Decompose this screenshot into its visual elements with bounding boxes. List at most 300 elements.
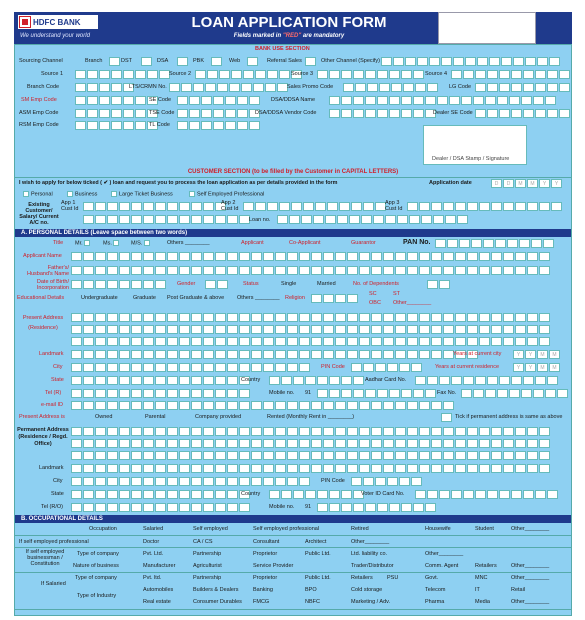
char-box[interactable] [395, 451, 406, 460]
char-box[interactable] [155, 477, 166, 486]
char-box[interactable] [167, 252, 178, 261]
char-box[interactable] [167, 503, 178, 512]
status-married[interactable]: Married [317, 281, 336, 287]
char-box[interactable] [275, 350, 286, 359]
char-box[interactable] [455, 427, 466, 436]
perm-mobile-boxes[interactable] [317, 503, 437, 512]
char-box[interactable] [267, 70, 278, 79]
char-box[interactable] [287, 464, 298, 473]
char-box[interactable] [455, 252, 466, 261]
tc2-other[interactable]: Other________ [511, 575, 550, 581]
nature-manufacturer[interactable]: Manufacturer [143, 563, 176, 569]
char-box[interactable] [547, 490, 558, 499]
char-box[interactable] [515, 464, 526, 473]
char-box[interactable] [537, 57, 548, 66]
char-box[interactable] [277, 215, 288, 224]
char-box[interactable] [371, 451, 382, 460]
char-box[interactable] [341, 503, 352, 512]
char-box[interactable] [287, 337, 298, 346]
char-box[interactable] [191, 427, 202, 436]
char-box[interactable] [329, 389, 340, 398]
ind-banking[interactable]: Banking [253, 587, 273, 593]
char-box[interactable] [71, 477, 82, 486]
char-box[interactable] [191, 451, 202, 460]
char-box[interactable] [381, 57, 392, 66]
char-box[interactable] [487, 109, 498, 118]
char-box[interactable] [455, 266, 466, 275]
char-box[interactable] [323, 313, 334, 322]
char-box[interactable] [311, 325, 322, 334]
char-box[interactable] [203, 464, 214, 473]
char-box[interactable] [191, 252, 202, 261]
char-box[interactable] [83, 325, 94, 334]
checkbox[interactable] [84, 240, 90, 246]
char-box[interactable]: M [537, 363, 548, 372]
char-box[interactable] [143, 363, 154, 372]
tc2-psu[interactable]: PSU [387, 575, 399, 581]
char-box[interactable] [451, 490, 462, 499]
char-box[interactable] [71, 363, 82, 372]
char-box[interactable] [377, 503, 388, 512]
char-box[interactable] [311, 427, 322, 436]
char-box[interactable] [239, 464, 250, 473]
char-box[interactable] [119, 477, 130, 486]
nature-service[interactable]: Service Provider [253, 563, 294, 569]
char-box[interactable] [215, 337, 226, 346]
tc-public[interactable]: Public Ltd. [305, 551, 331, 557]
char-box[interactable] [347, 337, 358, 346]
char-box[interactable] [107, 439, 118, 448]
char-box[interactable] [147, 70, 158, 79]
source1-boxes[interactable] [75, 70, 171, 79]
char-box[interactable] [425, 503, 436, 512]
char-box[interactable] [479, 202, 490, 211]
char-box[interactable] [179, 202, 190, 211]
char-box[interactable] [111, 70, 122, 79]
char-box[interactable] [95, 252, 106, 261]
char-box[interactable] [559, 109, 570, 118]
char-box[interactable] [251, 363, 262, 372]
char-box[interactable] [99, 96, 110, 105]
char-box[interactable] [503, 266, 514, 275]
char-box[interactable] [191, 503, 202, 512]
char-box[interactable] [123, 70, 134, 79]
char-box[interactable] [303, 202, 314, 211]
char-box[interactable] [143, 464, 154, 473]
char-box[interactable] [361, 215, 372, 224]
char-box[interactable] [479, 337, 490, 346]
char-box[interactable] [107, 266, 118, 275]
char-box[interactable] [87, 121, 98, 130]
prof-other[interactable]: Other________ [351, 539, 390, 545]
char-box[interactable] [323, 266, 334, 275]
char-box[interactable]: M [515, 179, 526, 188]
char-box[interactable] [179, 503, 190, 512]
ind-media[interactable]: Media [475, 599, 490, 605]
char-box[interactable] [251, 477, 262, 486]
char-box[interactable] [379, 83, 390, 92]
char-box[interactable] [323, 451, 334, 460]
tc-partnership[interactable]: Partnership [193, 551, 222, 557]
char-box[interactable] [365, 503, 376, 512]
char-box[interactable] [383, 266, 394, 275]
prof-consultant[interactable]: Consultant [253, 539, 280, 545]
char-box[interactable] [407, 401, 418, 410]
char-box[interactable] [71, 350, 82, 359]
char-box[interactable] [471, 239, 482, 248]
char-box[interactable] [95, 337, 106, 346]
email-boxes[interactable] [71, 401, 455, 410]
char-box[interactable] [83, 337, 94, 346]
char-box[interactable] [107, 280, 118, 289]
char-box[interactable] [407, 464, 418, 473]
tse-code-boxes[interactable] [177, 109, 261, 118]
char-box[interactable] [123, 96, 134, 105]
branch-code-boxes[interactable] [75, 83, 135, 92]
char-box[interactable] [491, 313, 502, 322]
char-box[interactable]: M [527, 179, 538, 188]
char-box[interactable] [287, 451, 298, 460]
char-box[interactable] [287, 252, 298, 261]
char-box[interactable] [203, 477, 214, 486]
char-box[interactable] [499, 109, 510, 118]
char-box[interactable] [373, 215, 384, 224]
char-box[interactable] [155, 490, 166, 499]
char-box[interactable] [395, 313, 406, 322]
char-box[interactable] [415, 83, 426, 92]
char-box[interactable] [191, 215, 202, 224]
char-box[interactable] [95, 503, 106, 512]
char-box[interactable] [143, 337, 154, 346]
char-box[interactable] [155, 252, 166, 261]
char-box[interactable] [371, 350, 382, 359]
char-box[interactable] [213, 109, 224, 118]
fax-boxes[interactable] [461, 389, 569, 398]
char-box[interactable] [347, 464, 358, 473]
char-box[interactable] [135, 96, 146, 105]
char-box[interactable] [323, 401, 334, 410]
char-box[interactable] [509, 96, 520, 105]
char-box[interactable] [237, 109, 248, 118]
char-box[interactable] [239, 325, 250, 334]
char-box[interactable] [399, 363, 410, 372]
char-box[interactable] [365, 96, 376, 105]
char-box[interactable] [413, 109, 424, 118]
tc2-retailers[interactable]: Retailers [351, 575, 373, 581]
char-box[interactable] [71, 280, 82, 289]
char-box[interactable] [107, 337, 118, 346]
char-box[interactable] [299, 464, 310, 473]
char-box[interactable] [71, 490, 82, 499]
char-box[interactable] [539, 252, 550, 261]
char-box[interactable] [491, 439, 502, 448]
nature-comm[interactable]: Comm. Agent [425, 563, 459, 569]
char-box[interactable] [351, 477, 362, 486]
char-box[interactable] [365, 109, 376, 118]
city-boxes[interactable] [71, 363, 311, 372]
perm-landmark-boxes[interactable] [71, 464, 551, 473]
char-box[interactable] [473, 389, 484, 398]
char-box[interactable] [191, 490, 202, 499]
char-box[interactable] [491, 337, 502, 346]
char-box[interactable] [533, 389, 544, 398]
char-box[interactable] [279, 202, 290, 211]
char-box[interactable] [251, 325, 262, 334]
char-box[interactable] [275, 313, 286, 322]
char-box[interactable] [405, 57, 416, 66]
char-box[interactable] [179, 363, 190, 372]
char-box[interactable] [341, 109, 352, 118]
char-box[interactable] [413, 96, 424, 105]
char-box[interactable]: Y [525, 350, 536, 359]
char-box[interactable] [519, 239, 530, 248]
char-box[interactable] [491, 464, 502, 473]
char-box[interactable] [359, 451, 370, 460]
char-box[interactable] [515, 313, 526, 322]
char-box[interactable] [215, 401, 226, 410]
char-box[interactable] [167, 313, 178, 322]
char-box[interactable] [119, 325, 130, 334]
char-box[interactable]: D [491, 179, 502, 188]
char-box[interactable] [111, 83, 122, 92]
char-box[interactable] [275, 363, 286, 372]
char-box[interactable] [263, 313, 274, 322]
char-box[interactable] [251, 401, 262, 410]
char-box[interactable] [71, 376, 82, 385]
char-box[interactable] [83, 202, 94, 211]
char-box[interactable] [395, 427, 406, 436]
char-box[interactable] [95, 202, 106, 211]
char-box[interactable] [143, 215, 154, 224]
char-box[interactable] [111, 109, 122, 118]
present-addr-row1[interactable] [71, 313, 551, 322]
char-box[interactable] [511, 109, 522, 118]
char-box[interactable] [203, 215, 214, 224]
own-rented[interactable]: Rented (Monthly Rent in ________) [267, 414, 355, 420]
char-box[interactable] [119, 389, 130, 398]
char-box[interactable] [203, 439, 214, 448]
char-box[interactable] [335, 439, 346, 448]
char-box[interactable] [131, 252, 142, 261]
char-box[interactable] [539, 464, 550, 473]
char-box[interactable] [131, 313, 142, 322]
present-addr-row3[interactable] [71, 337, 551, 346]
char-box[interactable] [131, 490, 142, 499]
char-box[interactable] [525, 57, 536, 66]
char-box[interactable] [287, 363, 298, 372]
char-box[interactable] [401, 109, 412, 118]
nature-retailers[interactable]: Retailers [475, 563, 497, 569]
char-box[interactable] [539, 313, 550, 322]
char-box[interactable] [203, 427, 214, 436]
char-box[interactable] [347, 451, 358, 460]
char-box[interactable] [527, 313, 538, 322]
char-box[interactable] [359, 427, 370, 436]
char-box[interactable] [203, 503, 214, 512]
char-box[interactable] [431, 464, 442, 473]
char-box[interactable] [71, 464, 82, 473]
char-box[interactable] [299, 350, 310, 359]
char-box[interactable] [375, 363, 386, 372]
char-box[interactable] [431, 337, 442, 346]
char-box[interactable] [453, 57, 464, 66]
checkbox[interactable] [144, 240, 150, 246]
char-box[interactable] [131, 503, 142, 512]
char-box[interactable] [531, 239, 542, 248]
char-box[interactable] [191, 376, 202, 385]
char-box[interactable] [527, 325, 538, 334]
char-box[interactable] [419, 252, 430, 261]
char-box[interactable] [107, 215, 118, 224]
char-box[interactable] [189, 109, 200, 118]
char-box[interactable] [457, 215, 468, 224]
char-box[interactable] [395, 464, 406, 473]
char-box[interactable] [491, 202, 502, 211]
char-box[interactable] [155, 363, 166, 372]
char-box[interactable] [177, 57, 188, 66]
char-box[interactable] [489, 57, 500, 66]
char-box[interactable] [287, 439, 298, 448]
char-box[interactable] [107, 376, 118, 385]
char-box[interactable] [269, 376, 280, 385]
char-box[interactable] [155, 215, 166, 224]
char-box[interactable] [239, 503, 250, 512]
char-box[interactable] [419, 464, 430, 473]
char-box[interactable] [479, 439, 490, 448]
char-box[interactable] [71, 389, 82, 398]
char-box[interactable] [341, 70, 352, 79]
char-box[interactable] [451, 70, 462, 79]
char-box[interactable] [119, 202, 130, 211]
char-box[interactable] [227, 215, 238, 224]
char-box[interactable] [521, 389, 532, 398]
char-box[interactable] [177, 109, 188, 118]
char-box[interactable] [539, 325, 550, 334]
char-box[interactable] [167, 376, 178, 385]
char-box[interactable] [435, 239, 446, 248]
char-box[interactable] [107, 350, 118, 359]
char-box[interactable] [191, 202, 202, 211]
char-box[interactable] [449, 96, 460, 105]
char-box[interactable] [83, 313, 94, 322]
sourcing-boxes-4[interactable] [211, 57, 223, 66]
char-box[interactable] [363, 477, 374, 486]
char-box[interactable] [143, 376, 154, 385]
char-box[interactable] [143, 266, 154, 275]
char-box[interactable] [167, 464, 178, 473]
char-box[interactable] [431, 350, 442, 359]
char-box[interactable] [119, 350, 130, 359]
char-box[interactable] [203, 350, 214, 359]
char-box[interactable] [217, 83, 228, 92]
char-box[interactable] [179, 464, 190, 473]
char-box[interactable] [329, 109, 340, 118]
char-box[interactable] [143, 439, 154, 448]
checkbox[interactable] [113, 240, 119, 246]
char-box[interactable] [455, 439, 466, 448]
char-box[interactable] [443, 464, 454, 473]
char-box[interactable] [377, 389, 388, 398]
char-box[interactable] [413, 389, 424, 398]
char-box[interactable] [383, 464, 394, 473]
sourcing-boxes-2[interactable] [141, 57, 153, 66]
char-box[interactable] [155, 313, 166, 322]
char-box[interactable] [391, 83, 402, 92]
char-box[interactable] [155, 401, 166, 410]
char-box[interactable] [385, 215, 396, 224]
char-box[interactable] [329, 503, 340, 512]
char-box[interactable] [347, 294, 358, 303]
char-box[interactable] [407, 350, 418, 359]
char-box[interactable] [71, 337, 82, 346]
char-box[interactable] [83, 252, 94, 261]
char-box[interactable] [305, 490, 316, 499]
char-box[interactable] [335, 294, 346, 303]
checkbox[interactable] [23, 191, 29, 197]
char-box[interactable] [239, 427, 250, 436]
char-box[interactable] [499, 70, 510, 79]
char-box[interactable] [107, 477, 118, 486]
char-box[interactable] [251, 350, 262, 359]
char-box[interactable] [87, 96, 98, 105]
char-box[interactable] [83, 401, 94, 410]
char-box[interactable] [119, 280, 130, 289]
char-box[interactable] [521, 96, 532, 105]
char-box[interactable] [311, 439, 322, 448]
char-box[interactable] [227, 350, 238, 359]
char-box[interactable] [467, 252, 478, 261]
char-box[interactable] [527, 439, 538, 448]
char-box[interactable] [191, 389, 202, 398]
char-box[interactable] [515, 427, 526, 436]
char-box[interactable] [335, 350, 346, 359]
char-box[interactable] [191, 266, 202, 275]
char-box[interactable] [311, 294, 322, 303]
ind-other[interactable]: Other________ [511, 599, 550, 605]
char-box[interactable] [239, 350, 250, 359]
char-box[interactable] [179, 439, 190, 448]
char-box[interactable] [371, 313, 382, 322]
loan-personal[interactable]: Personal [23, 191, 53, 197]
char-box[interactable] [463, 490, 474, 499]
char-box[interactable] [539, 427, 550, 436]
char-box[interactable] [425, 389, 436, 398]
char-box[interactable] [459, 239, 470, 248]
char-box[interactable] [335, 451, 346, 460]
char-box[interactable] [131, 363, 142, 372]
prof-doctor[interactable]: Doctor [143, 539, 160, 545]
char-box[interactable] [231, 70, 242, 79]
char-box[interactable] [83, 439, 94, 448]
char-box[interactable] [539, 439, 550, 448]
char-box[interactable] [347, 439, 358, 448]
char-box[interactable] [215, 313, 226, 322]
char-box[interactable] [215, 477, 226, 486]
tc2-proprietor[interactable]: Proprietor [253, 575, 278, 581]
char-box[interactable] [119, 490, 130, 499]
char-box[interactable] [205, 280, 216, 289]
char-box[interactable] [479, 451, 490, 460]
char-box[interactable] [83, 266, 94, 275]
char-box[interactable] [497, 96, 508, 105]
char-box[interactable] [167, 350, 178, 359]
char-box[interactable] [95, 313, 106, 322]
char-box[interactable] [251, 464, 262, 473]
char-box[interactable] [311, 401, 322, 410]
char-box[interactable] [311, 337, 322, 346]
char-box[interactable] [329, 490, 340, 499]
char-box[interactable] [275, 252, 286, 261]
